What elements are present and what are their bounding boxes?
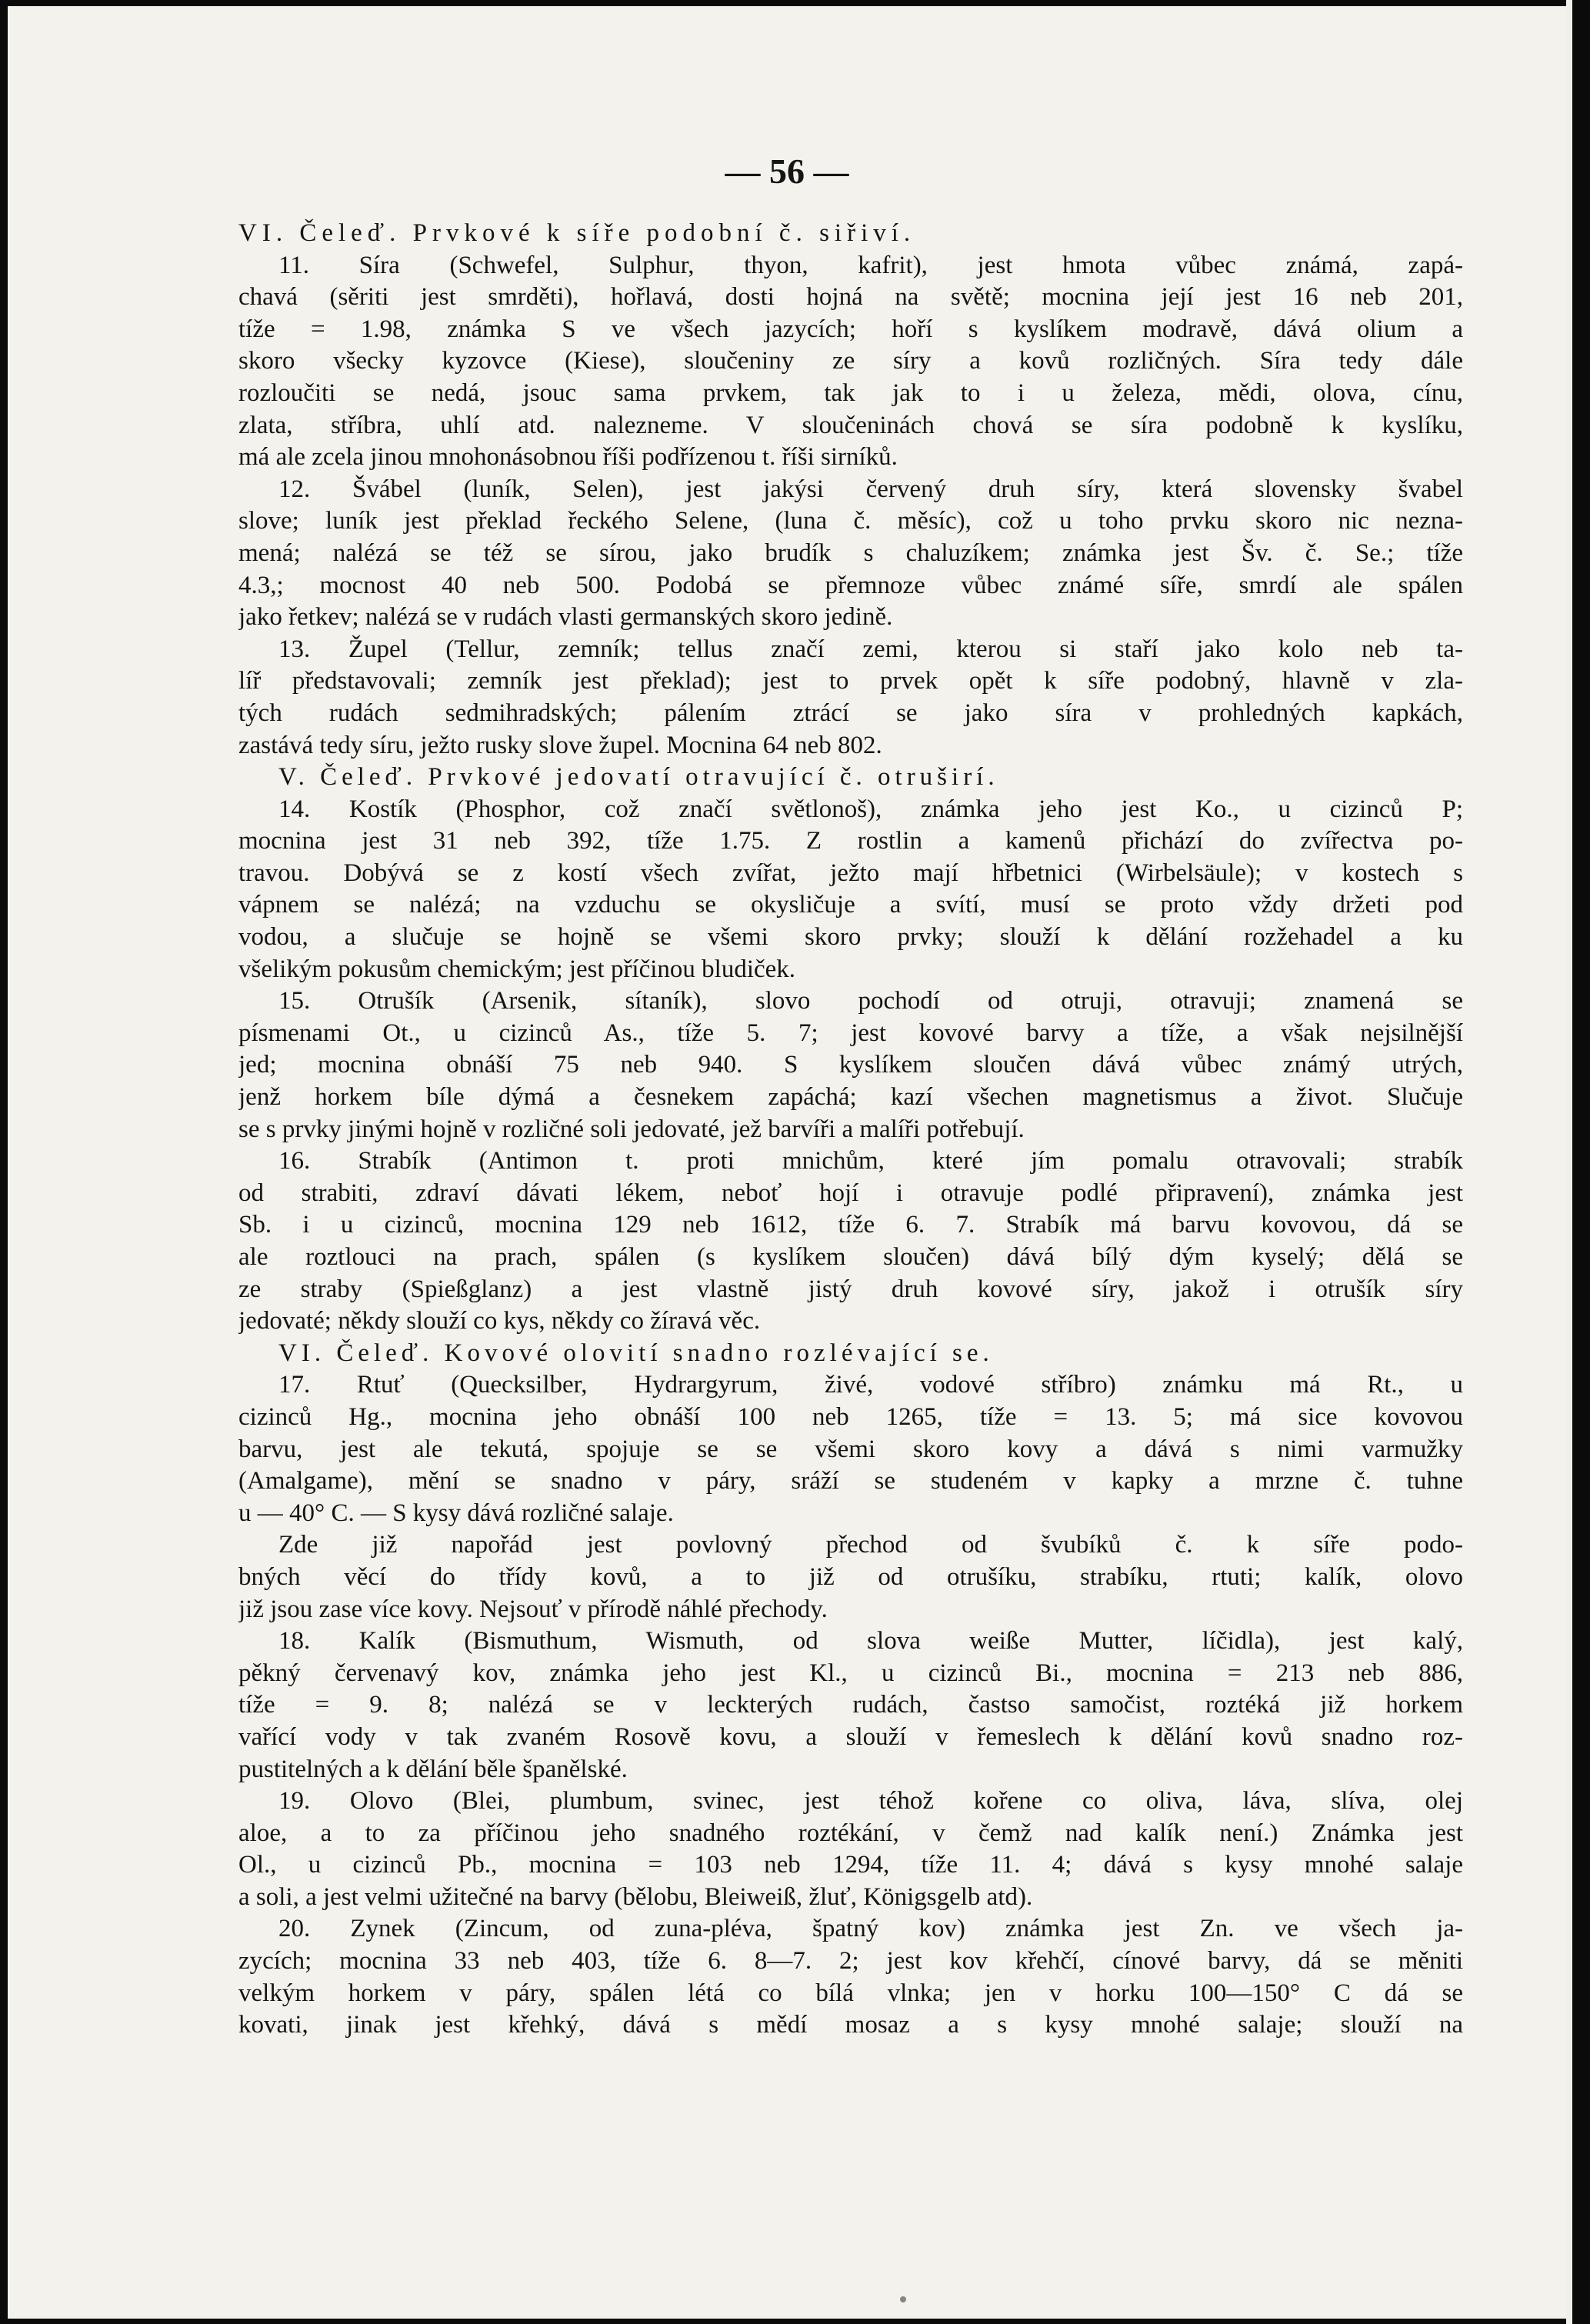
text-line: Zde již napořád jest povlovný přechod od švubíků č. k síře podo- (278, 1531, 1463, 1559)
text-line: líř představovali; zemník jest překlad); jest to prvek opět k síře podobný, hlavně v zla- (238, 667, 1463, 695)
text-line: travou. Dobývá se z kostí všech zvířat, ježto mají hřbetnici (Wirbelsäule); v kostech s (238, 859, 1463, 887)
text-line: jenž horkem bíle dýmá a česnekem zapáchá; kazí všechen magnetismus a život. Slučuje (238, 1083, 1463, 1112)
book-page (8, 6, 1566, 2319)
page-text (238, 218, 1463, 2042)
text-line: zycích; mocnina 33 neb 403, tíže 6. 8—7. 2; jest kov křehčí, cínové barvy, dá se měniti (238, 1947, 1463, 1976)
text-line: ze straby (Spießglanz) a jest vlastně jistý druh kovové síry, jakož i otrušík síry (238, 1275, 1463, 1303)
text-line: tíže = 9. 8; nalézá se v leckterých rudách, častso samočist, roztéká již horkem (238, 1691, 1463, 1719)
text-line: 13. Župel (Tellur, zemník; tellus značí zemi, kterou si staří jako kolo neb ta- (278, 635, 1463, 663)
text-line: vodou, a slučuje se hojně se všemi skoro prvky; slouží k dělání rozžehadel a ku (238, 923, 1463, 952)
text-line: aloe, a to za příčinou jeho snadného roztékání, v čemž nad kalík není.) Známka jest (238, 1819, 1463, 1847)
text-line: kovati, jinak jest křehký, dává s mědí mosaz a s kysy mnohé salaje; slouží na (238, 2011, 1463, 2039)
text-line: 11. Síra (Schwefel, Sulphur, thyon, kafrit), jest hmota vůbec známá, zapá- (278, 251, 1463, 279)
text-line: tíže = 1.98, známka S ve všech jazycích; hoří s kyslíkem modravě, dává olium a (238, 315, 1463, 343)
text-line: 16. Strabík (Antimon t. proti mnichům, které jím pomalu otravovali; strabík (278, 1147, 1463, 1175)
text-line: od strabiti, zdraví dávati lékem, neboť hojí i otravuje podlé připravení), známka jest (238, 1179, 1463, 1207)
text-line: velkým horkem v páry, spálen létá co bílá vlnka; jen v horku 100—150° C dá se (238, 1979, 1463, 2007)
text-line: mocnina jest 31 neb 392, tíže 1.75. Z rostlin a kamenů přichází do zvířectva po- (238, 827, 1463, 855)
text-line: pustitelných a k dělání běle španělské. (238, 1755, 628, 1783)
text-line: barvu, jest ale tekutá, spojuje se se všemi skoro kovy a dává s nimi varmužky (238, 1435, 1463, 1463)
text-line: jed; mocnina obnáší 75 neb 940. S kyslíkem sloučen dává vůbec známý utrých, (238, 1051, 1463, 1079)
text-line: mená; nalézá se též se sírou, jako brudík s chaluzíkem; známka jest Šv. č. Se.; tíže (238, 538, 1463, 567)
text-line: rozloučiti se nedá, jsouc sama prvkem, tak jak to i u železa, mědi, olova, cínu, (238, 378, 1463, 407)
text-line: (Amalgame), mění se snadno v páry, sráží se studeném v kapky a mrzne č. tuhne (238, 1467, 1463, 1495)
text-line: se s prvky jinými hojně v rozličné soli jedovaté, jež barvíři a malíři potřebují. (238, 1115, 1025, 1143)
text-line: zastává tedy síru, ježto rusky slove župel. Mocnina 64 neb 802. (238, 731, 882, 759)
text-line: má ale zcela jinou mnohonásobnou říši podřízenou t. říši sirníků. (238, 443, 898, 472)
text-line: slove; luník jest překlad řeckého Selene, (luna č. měsíc), což u toho prvku skoro nic nezna- (238, 507, 1463, 535)
text-line: VI. Čeleď. Prvkové k síře podobní č. siřiví. (238, 219, 916, 247)
text-line: jedovaté; někdy slouží co kys, někdy co žíravá věc. (238, 1307, 761, 1335)
text-line: vápnem se nalézá; na vzduchu se okysličuje a svítí, musí se proto vždy držeti pod (238, 891, 1463, 919)
text-line: vařící vody v tak zvaném Rosově kovu, a slouží v řemeslech k dělání kovů snadno roz- (238, 1722, 1463, 1751)
text-line: bných věcí do třídy kovů, a to již od otrušíku, strabíku, rtuti; kalík, olovo (238, 1562, 1463, 1591)
text-line: V. Čeleď. Prvkové jedovatí otravující č. otruširí. (278, 763, 999, 792)
text-line: u — 40° C. — S kysy dává rozličné salaje. (238, 1499, 674, 1527)
text-line: VI. Čeleď. Kovové olovití snadno rozlévající se. (278, 1339, 994, 1367)
text-line: 12. Švábel (luník, Selen), jest jakýsi červený druh síry, která slovensky švabel (278, 475, 1463, 503)
text-line: zlata, stříbra, uhlí atd. nalezneme. V sloučeninách chová se síra podobně k kyslíku, (238, 411, 1463, 439)
text-line: 19. Olovo (Blei, plumbum, svinec, jest téhož kořene co oliva, láva, slíva, olej (278, 1787, 1463, 1816)
text-line: 17. Rtuť (Quecksilber, Hydrargyrum, živé, vodové stříbro) známku má Rt., u (278, 1371, 1463, 1399)
text-line: 14. Kostík (Phosphor, což značí světlonoš), známka jeho jest Ko., u cizinců P; (278, 795, 1463, 823)
text-line: všelikým pokusům chemickým; jest příčinou bludiček. (238, 955, 796, 983)
page-number: — 56 — (725, 152, 849, 191)
text-line: Ol., u cizinců Pb., mocnina = 103 neb 1294, tíže 11. 4; dává s kysy mnohé salaje (238, 1851, 1463, 1879)
text-line: 4.3,; mocnost 40 neb 500. Podobá se přemnoze vůbec známé síře, smrdí ale spálen (238, 571, 1463, 599)
text-line: chavá (sěriti jest smrděti), hořlavá, dosti hojná na světě; mocnina její jest 16 neb 201, (238, 283, 1463, 312)
text-line: 18. Kalík (Bismuthum, Wismuth, od slova weiße Mutter, líčidla), jest kalý, (278, 1627, 1463, 1655)
stamp-dot (900, 2296, 906, 2302)
text-line: 20. Zynek (Zincum, od zuna-pléva, špatný kov) známka jest Zn. ve všech ja- (278, 1915, 1463, 1943)
text-line: a soli, a jest velmi užitečné na barvy (bělobu, Bleiweiß, žluť, Königsgelb atd). (238, 1882, 1033, 1911)
text-line: tých rudách sedmihradských; pálením ztrácí se jako síra v prohledných kapkách, (238, 699, 1463, 727)
text-line: již jsou zase více kovy. Nejsouť v přírodě náhlé přechody. (238, 1595, 828, 1623)
text-line: skoro všecky kyzovce (Kiese), sloučeniny ze síry a kovů rozličných. Síra tedy dále (238, 347, 1463, 375)
text-line: Sb. i u cizinců, mocnina 129 neb 1612, tíže 6. 7. Strabík má barvu kovovou, dá se (238, 1211, 1463, 1239)
text-line: 15. Otrušík (Arsenik, sítaník), slovo pochodí od otruji, otravuji; znamená se (278, 987, 1463, 1015)
text-line: jako řetkev; nalézá se v rudách vlasti germanských skoro jedině. (238, 603, 893, 632)
text-line: pěkný červenavý kov, známka jeho jest Kl., u cizinců Bi., mocnina = 213 neb 886, (238, 1659, 1463, 1687)
text-line: písmenami Ot., u cizinců As., tíže 5. 7; jest kovové barvy a tíže, a však nejsilnější (238, 1019, 1463, 1047)
text-line: cizinců Hg., mocnina jeho obnáší 100 neb 1265, tíže = 13. 5; má sice kovovou (238, 1402, 1463, 1431)
page-edge (1566, 0, 1572, 2324)
text-line: ale roztlouci na prach, spálen (s kyslíkem sloučen) dává bílý dým kyselý; dělá se (238, 1243, 1463, 1271)
